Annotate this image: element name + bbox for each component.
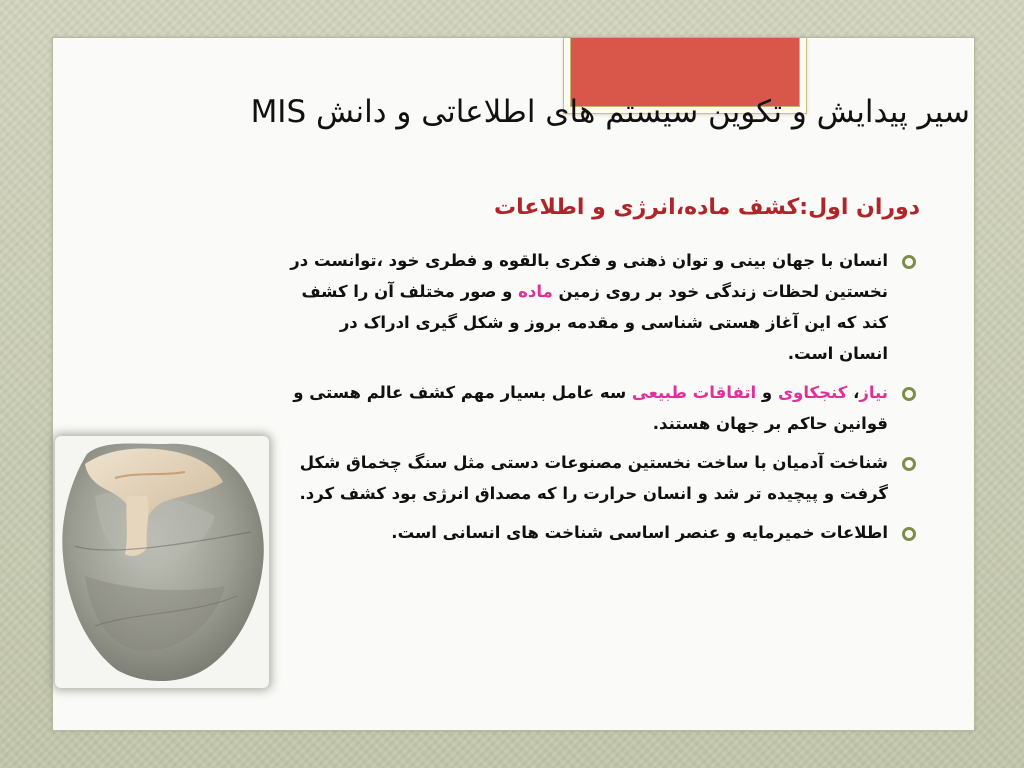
bullet-circle-icon — [902, 527, 916, 541]
bullet-text: و صور مختلف آن را کشف کند که این آغاز هستی شناسی و مقدمه بروز و شکل گیری ادراک در انسان است. — [301, 282, 888, 363]
highlight-need: نیاز — [859, 383, 888, 402]
bullet-item — [290, 377, 920, 439]
bullet-text: و — [756, 383, 778, 402]
bullet-circle-icon — [902, 255, 916, 269]
slide-title: سیر پیدایش و تکوین سیستم های اطلاعاتی و دانش MIS — [250, 94, 970, 130]
bullet-item — [290, 245, 920, 369]
flint-stone-icon — [55, 436, 269, 688]
bullet-text: شناخت آدمیان با ساخت نخستین مصنوعات دستی مثل سنگ چخماق شکل گرفت و پیچیده تر شد و انسان حرارت را که مصداق انرژی بود کشف کرد. — [299, 453, 888, 503]
bullet-text: انسان با جهان بینی و توان ذهنی و فکری بالقوه و فطری خود ،توانست در نخستین لحظات زندگی خود بر روی زمین — [290, 251, 888, 301]
bullet-circle-icon — [902, 457, 916, 471]
bullet-item — [290, 447, 920, 509]
bullet-item — [290, 517, 920, 548]
bullet-text: اطلاعات خمیرمایه و عنصر اساسی شناخت های انسانی است. — [391, 523, 888, 542]
bullet-text: سه عامل بسیار مهم کشف عالم هستی و قوانین حاکم بر جهان هستند. — [293, 383, 888, 433]
highlight-curiosity: کنجکاوی — [777, 383, 848, 402]
highlight-matter: ماده — [518, 282, 553, 301]
flint-stone-image — [55, 436, 269, 688]
slide-subtitle: دوران اول:کشف ماده،انرژی و اطلاعات — [494, 195, 920, 220]
highlight-natural-events: اتفاقات طبیعی — [631, 383, 757, 402]
bullet-circle-icon — [902, 387, 916, 401]
bullet-text: ، — [847, 383, 860, 402]
bullet-list — [290, 245, 920, 556]
